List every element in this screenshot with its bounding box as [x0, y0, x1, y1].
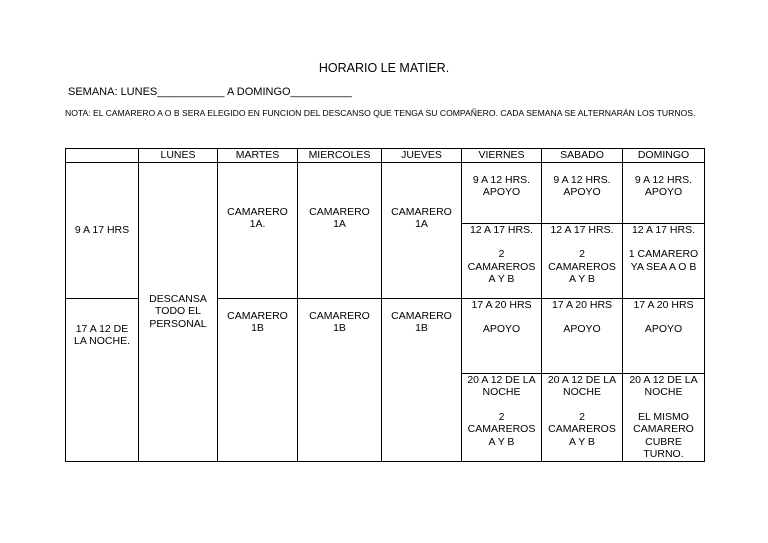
- miercoles-morning-text: CAMARERO 1A: [309, 205, 370, 230]
- domingo-slot-c: [623, 298, 705, 373]
- domingo-slot-b: [623, 223, 705, 298]
- schedule-table: [65, 148, 705, 462]
- domingo-slot-d: [623, 373, 705, 461]
- jueves-night-text: CAMARERO 1B: [391, 309, 452, 334]
- viernes-slot-a-text: APOYO: [482, 186, 521, 198]
- domingo-slot-d-text: EL MISMO CAMARERO CUBRE TURNO.: [633, 410, 694, 460]
- header-cell-empty: [66, 149, 139, 163]
- viernes-slot-c-time: 17 A 20 HRS: [471, 298, 532, 311]
- document-title: HORARIO LE MATIER.: [318, 61, 450, 75]
- header-cell-sabado: SABADO: [542, 149, 623, 163]
- domingo-slot-a: [623, 162, 705, 223]
- lunes-text: DESCANSA TODO EL PERSONAL: [149, 292, 207, 330]
- header-cell-domingo: DOMINGO: [623, 149, 705, 163]
- sabado-slot-d-time: 20 A 12 DE LA NOCHE: [547, 373, 617, 398]
- row-label-morning: 9 A 17 HRS: [66, 162, 139, 298]
- martes-night-text: CAMARERO 1B: [227, 309, 288, 334]
- sabado-slot-c: [542, 298, 623, 373]
- viernes-slot-d-text: 2 CAMAREROS A Y B: [467, 410, 536, 448]
- viernes-slot-b-time: 12 A 17 HRS.: [469, 223, 534, 236]
- jueves-morning-cell: [382, 162, 462, 298]
- viernes-slot-d: [462, 373, 542, 461]
- viernes-slot-c-text: APOYO: [482, 323, 521, 335]
- viernes-slot-b-text: 2 CAMAREROS A Y B: [467, 248, 536, 285]
- domingo-slot-d-time: 20 A 12 DE LA NOCHE: [629, 373, 698, 398]
- martes-morning-cell: [218, 162, 298, 298]
- sabado-slot-a-text: APOYO: [563, 186, 601, 198]
- header-cell-lunes: LUNES: [139, 149, 218, 163]
- martes-night-cell: [218, 298, 298, 461]
- week-line: SEMANA: LUNES___________ A DOMINGO__________: [68, 86, 352, 98]
- table-row: [66, 162, 705, 223]
- sabado-slot-a-time: 9 A 12 HRS.: [553, 173, 611, 186]
- sabado-slot-c-text: APOYO: [563, 323, 601, 335]
- sabado-slot-b: [542, 223, 623, 298]
- sabado-slot-a: [542, 162, 623, 223]
- martes-morning-text: CAMARERO 1A.: [227, 205, 288, 230]
- sabado-slot-c-time: 17 A 20 HRS: [551, 298, 613, 311]
- note-text: NOTA: EL CAMARERO A O B SERA ELEGIDO EN FUNCION DEL DESCANSO QUE TENGA SU COMPAÑERO. CADA SEMANA SE ALTERNARÁN LOS TURNOS.: [65, 108, 696, 118]
- domingo-slot-b-text: 1 CAMARERO YA SEA A O B: [628, 248, 699, 273]
- sabado-slot-d: [542, 373, 623, 461]
- domingo-slot-c-time: 17 A 20 HRS: [633, 298, 694, 311]
- header-row: [66, 149, 705, 163]
- miercoles-night-cell: [298, 298, 382, 461]
- viernes-slot-a-time: 9 A 12 HRS.: [472, 173, 531, 186]
- row-label-night-text: 17 A 12 DE LA NOCHE.: [73, 322, 131, 347]
- domingo-slot-a-text: APOYO: [644, 186, 683, 198]
- sabado-slot-b-text: 2 CAMAREROS A Y B: [548, 248, 616, 285]
- header-cell-jueves: JUEVES: [382, 149, 462, 163]
- sabado-slot-b-time: 12 A 17 HRS.: [550, 223, 614, 236]
- miercoles-night-text: CAMARERO 1B: [309, 309, 370, 334]
- jueves-night-cell: [382, 298, 462, 461]
- domingo-slot-a-time: 9 A 12 HRS.: [634, 173, 693, 186]
- viernes-slot-b: [462, 223, 542, 298]
- header-cell-viernes: VIERNES: [462, 149, 542, 163]
- miercoles-morning-cell: [298, 162, 382, 298]
- domingo-slot-b-time: 12 A 17 HRS.: [631, 223, 696, 236]
- viernes-slot-d-time: 20 A 12 DE LA NOCHE: [467, 373, 536, 398]
- header-cell-miercoles: MIERCOLES: [298, 149, 382, 163]
- viernes-slot-c: [462, 298, 542, 373]
- lunes-cell: [139, 162, 218, 461]
- sabado-slot-d-text: 2 CAMAREROS A Y B: [548, 410, 616, 448]
- viernes-slot-a: [462, 162, 542, 223]
- domingo-slot-c-text: APOYO: [644, 323, 683, 335]
- jueves-morning-text: CAMARERO 1A: [391, 205, 452, 230]
- row-label-night: [66, 298, 139, 461]
- header-cell-martes: MARTES: [218, 149, 298, 163]
